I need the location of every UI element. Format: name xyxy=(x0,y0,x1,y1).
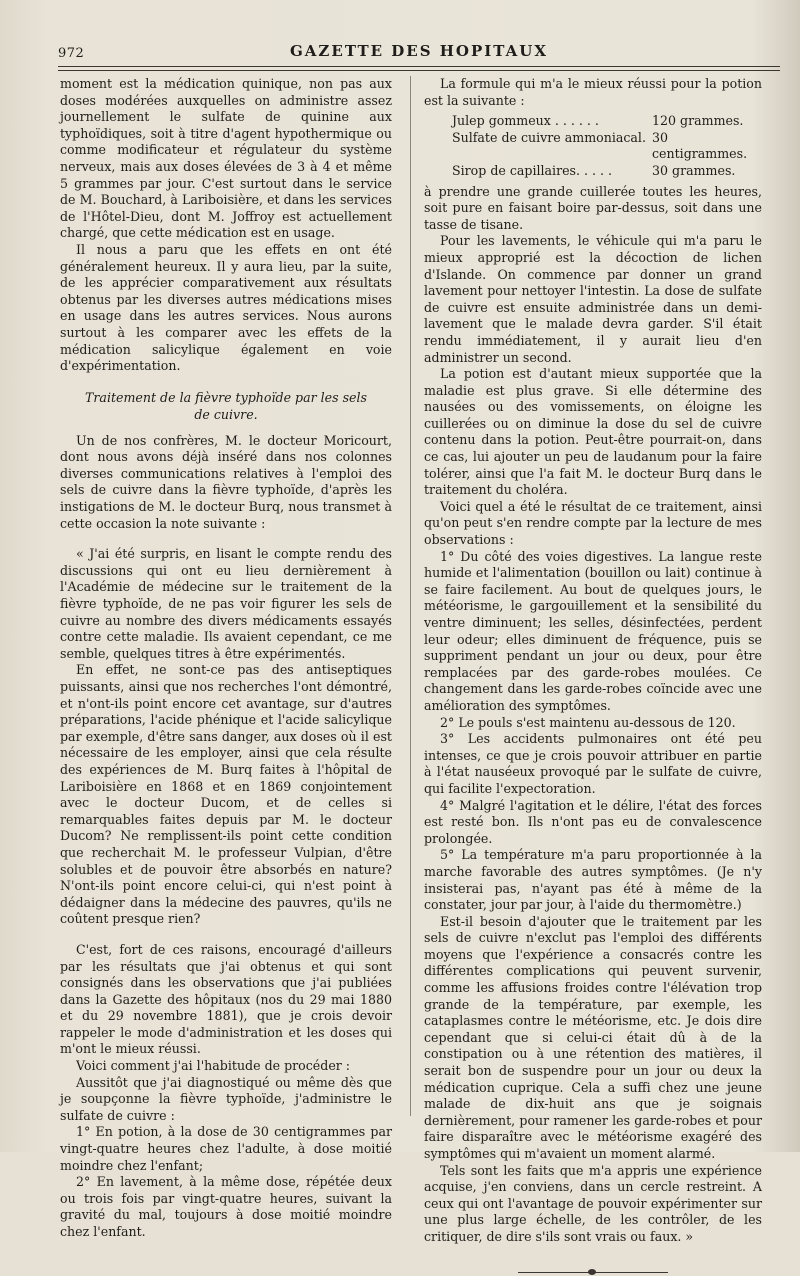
end-ornament-dot xyxy=(588,1269,596,1275)
spacer xyxy=(60,532,392,546)
right-column xyxy=(424,76,762,1276)
recipe-dose: 120 grammes. xyxy=(652,113,744,129)
recipe-ingredient: Sirop de capillaires. . . . . xyxy=(452,162,613,178)
paragraph: Voici comment j'ai l'habitude de procéder : xyxy=(76,1058,351,1074)
paragraph: 5° La température m'a paru proportionnée à la marche favorable des autres symptômes. (Je n'y insisterai pas, n'ayant pas été à même de la constater, jour par jour, à l'aide du thermomètre.) xyxy=(424,847,762,913)
paragraph: 2° En lavement, à la même dose, répétée deux ou trois fois par vingt-quatre heures, suivant la gravité du mal, toujours à dose moitié moindre chez l'enfant. xyxy=(60,1174,392,1239)
recipe-item xyxy=(452,163,762,180)
paragraph: 2° Le pouls s'est maintenu au-dessous de 120. xyxy=(440,714,736,730)
paragraph: 4° Malgré l'agitation et le délire, l'état des forces est resté bon. Ils n'ont pas eu de convalescence prolongée. xyxy=(424,797,762,846)
paragraph: Il nous a paru que les effets en ont été généralement heureux. Il y aura lieu, par la suite, de les apprécier comparativement aux résultats obtenus par les diverses autres médications mises en usage dans les autres services. Nous aurons surtout à les comparer avec les effets de la médication salicylique également en voie d'expérimentation. xyxy=(60,241,392,374)
paragraph: En effet, ne sont-ce pas des antiseptiques puissants, ainsi que nos recherches l'ont démontré, et n'ont-ils point encore cet avantage, sur d'autres préparations, l'acide phénique et l'acide salicylique par exemple, d'être sans danger, aux doses où il est nécessaire de les employer, ainsi que cela résulte des expériences de M. Burq faites à l'hôpital de Lariboisière en 1868 et en 1869 conjointement avec le docteur Ducom, et de celles si remarquables faites depuis par M. le docteur Ducom? Ne remplissent-ils point cette condition que recherchait M. le professeur Vulpian, d'être solubles et de pouvoir être absorbés en nature? N'ont-ils point encore celui-ci, qui n'est point à dédaigner dans la médecine des pauvres, qu'ils ne coûtent presque rien? xyxy=(60,662,392,927)
left-column xyxy=(60,76,392,1241)
paragraph: Tels sont les faits que m'a appris une expérience acquise, j'en conviens, dans un cercle restreint. A ceux qui ont l'avantage de pouvoir expérimenter sur une plus large échelle, de les contrôler, de les critiquer, de dire s'ils sont vrais ou faux. » xyxy=(424,1162,762,1244)
column-divider xyxy=(410,76,411,1116)
recipe-dose: 30 centigrammes. xyxy=(652,129,748,162)
recipe-ingredient: Sulfate de cuivre ammoniacal. xyxy=(452,129,646,145)
paragraph: La potion est d'autant mieux supportée que la maladie est plus grave. Si elle détermine des nausées ou des vomissements, on éloigne les cuillerées ou on diminue la dose du sel de cuivre contenu dans la potion. Peut-être pourrait-on, dans ce cas, lui ajouter un peu de laudanum pour la faire tolérer, ainsi que l'a fait M. le docteur Burq dans le traitement du choléra. xyxy=(424,366,762,498)
spacer xyxy=(60,928,392,942)
header-rule-bottom xyxy=(58,70,780,71)
section-title: Traitement de la fièvre typhoïde par les sels de cuivre. xyxy=(85,389,367,422)
page-number: 972 xyxy=(58,46,85,61)
paragraph: 1° En potion, à la dose de 30 centigrammes par vingt-quatre heures chez l'adulte, à dose moitié moindre chez l'enfant; xyxy=(60,1124,392,1173)
paragraph: Un de nos confrères, M. le docteur Moricourt, dont nous avons déjà inséré dans nos colonnes diverses communications relatives à l'emploi des sels de cuivre dans la fièvre typhoïde, d'après les instigations de M. le docteur Burq, nous transmet à cette occasion la note suivante : xyxy=(60,432,392,531)
end-ornament xyxy=(518,1268,668,1276)
paragraph: Pour les lavements, le véhicule qui m'a paru le mieux approprié est la décoction de lichen d'Islande. On commence par donner un grand lavement pour nettoyer l'intestin. La dose de sulfate de cuivre est ensuite administrée dans un demi-lavement que le malade devra garder. S'il était rendu immédiatement, il y aurait lieu d'en administrer un second. xyxy=(424,233,762,365)
paragraph: « J'ai été surpris, en lisant le compte rendu des discussions qui ont eu lieu dernièrement à l'Académie de médecine sur le traitement de la fièvre typhoïde, de ne pas voir figurer les sels de cuivre au nombre des divers médicaments essayés contre cette maladie. Ils avaient cependant, ce me semble, quelques titres à être expérimentés. xyxy=(60,546,392,661)
page-header xyxy=(58,40,780,68)
paragraph: Aussitôt que j'ai diagnostiqué ou même dès que je soupçonne la fièvre typhoïde, j'administre le sulfate de cuivre : xyxy=(60,1074,392,1123)
paragraph: La formule qui m'a le mieux réussi pour la potion est la suivante : xyxy=(424,76,762,108)
header-rule-top xyxy=(58,66,780,67)
paragraph: Voici quel a été le résultat de ce traitement, ainsi qu'on peut s'en rendre compte par la lecture de mes observations : xyxy=(424,498,762,548)
recipe-ingredient: Julep gommeux . . . . . . xyxy=(452,113,599,129)
paragraph: 3° Les accidents pulmonaires ont été peu intenses, ce que je crois pouvoir attribuer en partie à l'état nauséeux provoqué par le sulfate de cuivre, qui facilite l'expectoration. xyxy=(424,731,762,796)
recipe-item xyxy=(452,113,762,130)
journal-title: GAZETTE DES HOPITAUX xyxy=(289,42,548,60)
paragraph: moment est la médication quinique, non pas aux doses modérées auxquelles on administre assez journellement le sulfate de quinine aux typhoïdiques, soit à titre d'agent hypothermique ou comme modificateur et régulateur du système nerveux, mais aux doses élevées de 3 à 4 et même 5 grammes par jour. C'est surtout dans le service de M. Bouchard, à Lariboisière, et dans les services de l'Hôtel-Dieu, dont M. Joffroy est actuellement chargé, que cette médication est en usage. xyxy=(60,76,392,241)
paragraph: Est-il besoin d'ajouter que le traitement par les sels de cuivre n'exclut pas l'emploi des différents moyens que l'expérience a consacrés contre les différentes complications qui peuvent survenir, comme les affusions froides contre l'élévation trop grande de la température, par exemple, les cataplasmes contre le météorisme, etc. Je dois dire cependant que si celui-ci était dû à de la constipation ou à une rétention des matières, il serait bon de suspendre pour un jour ou deux la médication cuprique. Cela a suffi chez une jeune malade de dix-huit ans que je soignais dernièrement, pour ramener les garde-robes et pour faire disparaître avec le météorisme exagéré des symptômes qui m'avaient un moment alarmé. xyxy=(424,913,762,1161)
paragraph: C'est, fort de ces raisons, encouragé d'ailleurs par les résultats que j'ai obtenus et qui sont consignés dans les observations que j'ai publiées dans la Gazette des hôpitaux (nos du 29 mai 1880 et du 29 novembre 1881), que je crois devoir rappeler le mode d'administration et les doses qui m'ont le mieux réussi. xyxy=(60,941,392,1057)
recipe-item xyxy=(452,130,762,163)
paragraph: à prendre une grande cuillerée toutes les heures, soit pure en faisant boire par-dessus, soit dans une tasse de tisane. xyxy=(424,183,762,232)
recipe-list xyxy=(452,113,762,179)
recipe-dose: 30 grammes. xyxy=(652,162,736,178)
paragraph: 1° Du côté des voies digestives. La langue reste humide et l'alimentation (bouillon ou lait) continue à se faire facilement. Au bout de quelques jours, le météorisme, le gargouillement et la sensibilité du ventre diminuent; les selles, désinfectées, perdent leur odeur; elles diminuent de fréquence, puis se suppriment pendant un jour ou deux, pour être remplacées par des garde-robes moulées. Ce changement dans les garde-robes coïncide avec une amélioration des symptômes. xyxy=(424,548,762,713)
